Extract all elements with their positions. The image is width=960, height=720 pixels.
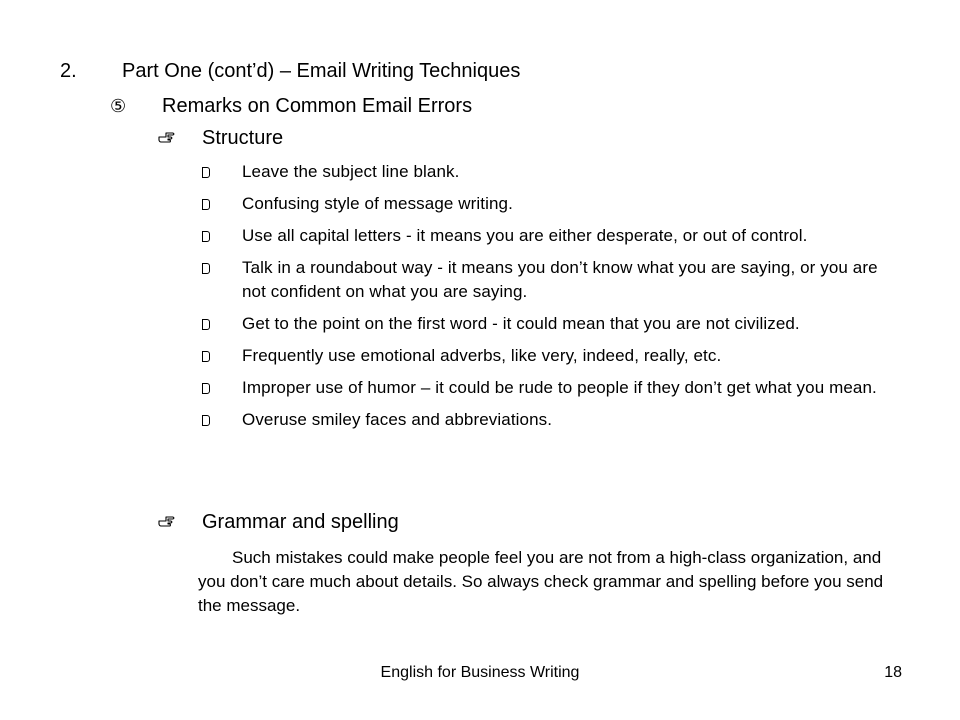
box-bullet-icon — [202, 383, 210, 394]
box-bullet-icon — [202, 319, 210, 330]
box-bullet-icon — [202, 415, 210, 426]
list-item — [198, 312, 898, 336]
list-item-text: Improper use of humor – it could be rude to people if they don’t get what you mean. — [242, 378, 877, 397]
writing-hand-icon — [158, 127, 176, 145]
footer-title: English for Business Writing — [380, 664, 580, 681]
structure-title: Structure — [202, 127, 284, 149]
box-bullet-icon — [202, 351, 210, 362]
list-item-text: Leave the subject line blank. — [242, 162, 460, 181]
section-number: 2. — [60, 60, 77, 82]
list-item-text: Confusing style of message writing. — [242, 194, 513, 213]
list-item-text: Get to the point on the first word - it could mean that you are not civilized. — [242, 314, 800, 333]
list-item-text: Overuse smiley faces and abbreviations. — [242, 410, 553, 429]
list-item-text: Talk in a roundabout way - it means you don’t know what you are saying, or you are not confident on what you are saying. — [242, 258, 878, 301]
list-item — [198, 256, 898, 304]
list-item — [198, 344, 898, 368]
grammar-paragraph: Such mistakes could make people feel you are not from a high-class organization, and you don’t care much about details. So always check grammar and spelling before you send the message. — [198, 548, 884, 615]
writing-hand-icon — [158, 511, 176, 529]
list-item-text: Use all capital letters - it means you are either desperate, or out of control. — [242, 226, 808, 245]
box-bullet-icon — [202, 199, 210, 210]
subsection-title: Remarks on Common Email Errors — [162, 95, 473, 117]
box-bullet-icon — [202, 263, 210, 274]
list-item — [198, 192, 898, 216]
section-title: Part One (cont’d) – Email Writing Techniques — [122, 60, 521, 82]
box-bullet-icon — [202, 231, 210, 242]
list-item — [198, 160, 898, 184]
structure-list — [198, 160, 898, 440]
list-item — [198, 376, 898, 400]
list-item-text: Frequently use emotional adverbs, like very, indeed, really, etc. — [242, 346, 722, 365]
list-item — [198, 224, 898, 248]
box-bullet-icon — [202, 167, 210, 178]
grammar-title: Grammar and spelling — [202, 511, 399, 533]
circled-five-bullet: ⑤ — [110, 96, 127, 116]
list-item — [198, 408, 898, 432]
page-number: 18 — [884, 664, 902, 681]
